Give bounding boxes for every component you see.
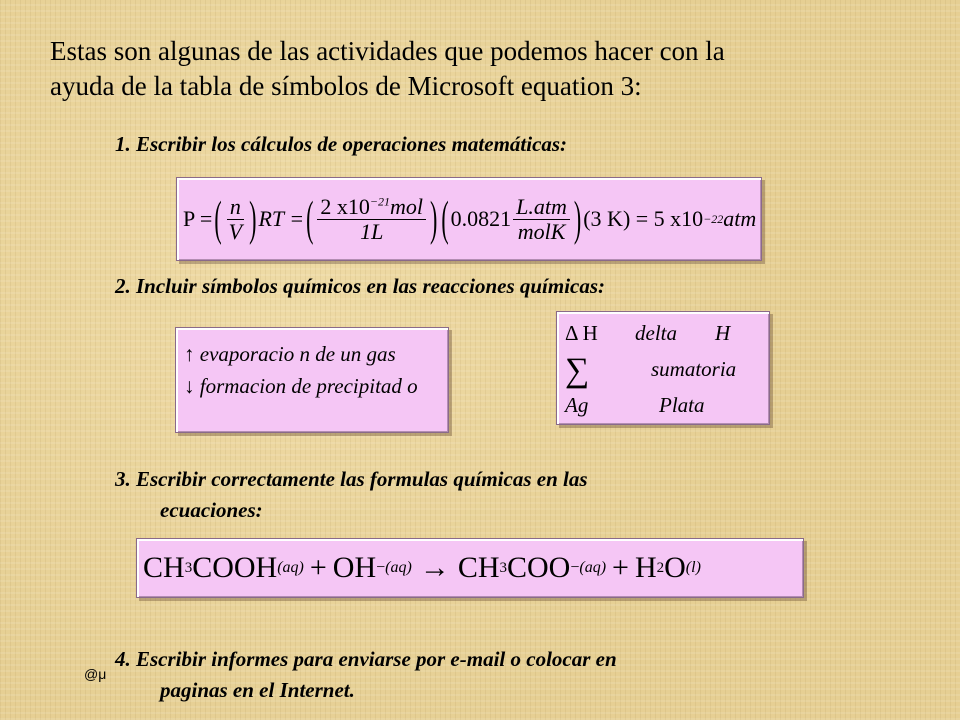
intro-text: [50, 34, 930, 104]
item-4-sub: paginas en el Internet.: [160, 678, 355, 702]
arrow-down-icon: ↓: [184, 374, 195, 398]
intro-line-2: ayuda de la tabla de símbolos de Microsoft equation 3:: [50, 71, 642, 101]
footer-mark: @μ: [84, 666, 107, 682]
symbol-row-sum: ∑ sumatoria: [565, 352, 737, 390]
symbol-row-ag: Ag Plata: [565, 393, 705, 417]
item-3: [115, 464, 588, 526]
intro-line-1: Estas son algunas de las actividades que podemos hacer con la: [50, 36, 725, 66]
reaction-arrow-icon: →: [419, 551, 450, 584]
sum-icon: ∑: [565, 352, 590, 390]
eq1-constant: 0.0821: [450, 206, 512, 231]
eq1-result: (3 K) = 5 x10: [583, 206, 704, 231]
item-2: [115, 271, 605, 302]
eq1-rt: RT =: [258, 206, 305, 231]
item-2-label: 2. Incluir símbolos químicos en las reacciones químicas:: [115, 274, 606, 298]
item-4: [115, 644, 617, 706]
equation-symbols-table: [556, 311, 770, 425]
item-1-label: 1. Escribir los cálculos de operaciones matemáticas:: [115, 132, 568, 156]
arrow-up-row: ↑ evaporacio n de un gas: [184, 342, 396, 366]
item-3-label: 3. Escribir correctamente las formulas químicas en las: [115, 467, 588, 491]
equation-ideal-gas: P = ( $\frac{n}{V}$ ) RT = ( $\frac{2 x10^{-21}mol}{1L}$ ) ( 0.0821 $\frac{\text{L.atm}}{\text{molK}}$ ) (3 K) = 5 x10 −22 atm: [176, 177, 762, 261]
arrow-down-row: ↓ formacion de precipitad o: [184, 374, 418, 398]
eq1-fraction-2: $\frac{\text{L.atm}}{\text{molK}}$: [513, 195, 570, 242]
item-4-label: 4. Escribir informes para enviarse por e-mail o colocar en: [115, 647, 617, 671]
eq1-fraction-1: $\frac{2 x10^{-21}mol}{1L}$: [317, 195, 426, 242]
item-3-sub: ecuaciones:: [160, 498, 263, 522]
eq1-p: P =: [183, 206, 213, 231]
equation-arrows: [175, 327, 449, 433]
item-1: [115, 129, 567, 160]
arrow-up-icon: ↑: [184, 342, 195, 366]
symbol-row-delta: Δ H delta H: [565, 321, 731, 345]
eq1-n-over-v: $\frac{n}{V}$: [228, 194, 243, 244]
equation-acetic-acid: CH 3 COOH (aq) + OH − (aq) → CH 3 COO − (aq) + H 2 O (l): [136, 538, 804, 598]
